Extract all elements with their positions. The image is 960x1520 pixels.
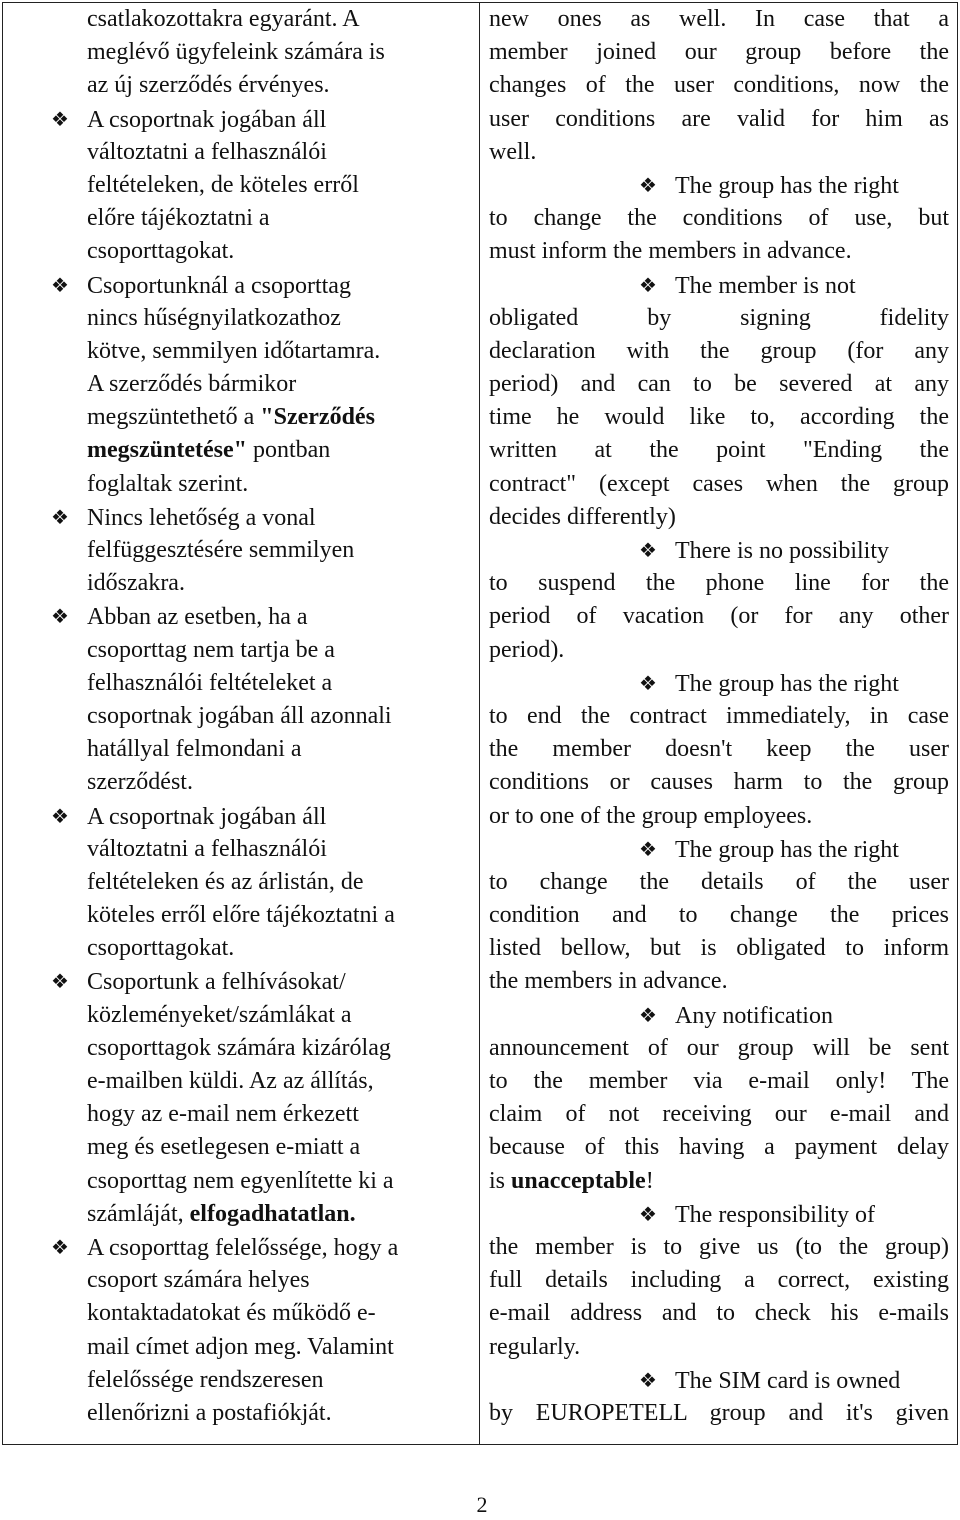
line-text: condition and to change the prices <box>489 902 949 929</box>
line-text: There is no possibility <box>675 538 889 564</box>
line-text: csoporttag nem tartja be a <box>87 636 335 663</box>
text-line <box>3 700 477 733</box>
line-text: The group has the right <box>675 670 899 697</box>
text-line <box>481 667 955 700</box>
line-text: felhasználói feltételeket a <box>87 669 333 696</box>
text-line <box>3 1131 477 1164</box>
text-line <box>481 534 955 567</box>
text-line <box>3 269 477 302</box>
text-line <box>481 269 955 302</box>
bullet-icon: ❖ <box>639 172 657 197</box>
text-line <box>481 600 955 633</box>
text-line <box>3 667 477 700</box>
text-line <box>481 833 955 866</box>
line-text: to end the contract immediately, in case <box>489 702 949 729</box>
text-line <box>481 733 955 766</box>
text-line <box>3 1032 477 1065</box>
text-line <box>3 368 477 401</box>
line-text: kontaktadatokat és működő e- <box>87 1300 376 1327</box>
text-line <box>3 501 477 534</box>
line-text: well. <box>489 138 537 165</box>
text-line <box>481 1397 955 1430</box>
line-text: by EUROPETELL group and it's given <box>489 1399 949 1426</box>
line-text: because of this having a payment delay <box>489 1134 949 1161</box>
bullet-icon: ❖ <box>639 1201 657 1226</box>
text-line <box>481 700 955 733</box>
text-line <box>481 36 955 69</box>
line-text: contract" (except cases when the group <box>489 470 949 497</box>
line-text: new ones as well. In case that a <box>489 6 949 32</box>
bullet-icon: ❖ <box>51 504 69 529</box>
line-text: is <box>489 1167 512 1194</box>
line-text: obligated by signing fidelity <box>489 304 949 331</box>
line-text: to change the details of the user <box>489 868 949 895</box>
page-number: 2 <box>476 1492 488 1517</box>
line-text: claim of not receiving our e-mail and <box>489 1101 949 1128</box>
text-line <box>3 866 477 899</box>
bullet-icon: ❖ <box>51 1234 69 1259</box>
line-text: ! <box>645 1167 654 1194</box>
text-line <box>481 1331 955 1364</box>
text-line <box>3 69 477 102</box>
bold-text: unacceptable <box>511 1167 646 1194</box>
line-text: The group has the right <box>675 172 899 199</box>
two-column-table <box>2 2 958 1445</box>
line-text: the member doesn't keep the user <box>489 736 949 763</box>
line-text: megszüntethető a <box>87 404 261 431</box>
line-text: Abban az esetben, ha a <box>87 604 308 631</box>
text-line <box>3 733 477 766</box>
line-text: A csoportnak jogában áll <box>87 803 327 830</box>
text-line <box>3 3 477 36</box>
line-text: mail címet adjon meg. Valamint <box>87 1333 394 1360</box>
text-line <box>481 1032 955 1065</box>
line-text: to suspend the phone line for the <box>489 570 949 597</box>
line-text: csoporttagokat. <box>87 238 235 265</box>
bullet-icon: ❖ <box>639 272 657 297</box>
line-text: Any notification <box>675 1002 833 1029</box>
bold-text: megszüntetése" <box>87 437 247 464</box>
text-line <box>481 634 955 667</box>
text-line <box>481 567 955 600</box>
text-line <box>481 103 955 136</box>
bullet-icon: ❖ <box>639 1002 657 1027</box>
line-text: meglévő ügyfeleink számára is <box>87 39 385 66</box>
text-line <box>481 302 955 335</box>
line-text: time he would like to, according the <box>489 404 949 431</box>
line-text: The member is not <box>675 272 856 299</box>
text-line <box>3 899 477 932</box>
text-line <box>481 202 955 235</box>
bullet-icon: ❖ <box>51 604 69 629</box>
line-text: Csoportunk a felhívásokat/ <box>87 969 346 996</box>
line-text: period) and can to be severed at any <box>489 371 949 398</box>
line-text: user conditions are valid for him as <box>489 105 949 132</box>
bullet-icon: ❖ <box>639 1367 657 1392</box>
line-text: regularly. <box>489 1333 581 1360</box>
text-line <box>3 1297 477 1330</box>
text-line <box>481 169 955 202</box>
text-line <box>481 1065 955 1098</box>
text-line <box>3 1264 477 1297</box>
text-line <box>481 401 955 434</box>
line-text: or to one of the group employees. <box>489 802 813 829</box>
line-text: to change the conditions of use, but <box>489 205 949 232</box>
english-column <box>481 3 955 1430</box>
text-line <box>481 335 955 368</box>
line-text: nincs hűségnyilatkozathoz <box>87 304 341 331</box>
text-line <box>3 800 477 833</box>
text-line <box>3 335 477 368</box>
text-line <box>481 899 955 932</box>
line-text: az új szerződés érvényes. <box>87 72 330 99</box>
text-line <box>481 1231 955 1264</box>
text-line <box>481 468 955 501</box>
text-line <box>3 235 477 268</box>
hungarian-column <box>3 3 477 1430</box>
line-text: csoporttagok számára kizárólag <box>87 1034 391 1061</box>
line-text: csoport számára helyes <box>87 1267 310 1294</box>
text-line <box>3 202 477 235</box>
line-text: The group has the right <box>675 836 899 863</box>
line-text: változtatni a felhasználói <box>87 138 327 165</box>
bold-text: "Szerződés <box>260 404 375 431</box>
text-line <box>481 999 955 1032</box>
line-text: csatlakozottakra egyaránt. A <box>87 6 360 32</box>
line-text: köteles erről előre tájékoztatni a <box>87 902 395 929</box>
text-line <box>3 1198 477 1231</box>
line-text: period of vacation (or for any other <box>489 603 949 630</box>
text-line <box>3 932 477 965</box>
line-text: kötve, semmilyen időtartamra. <box>87 337 381 364</box>
line-text: számláját, <box>87 1200 190 1227</box>
text-line <box>3 434 477 467</box>
text-line <box>3 833 477 866</box>
bullet-icon: ❖ <box>51 106 69 131</box>
text-line <box>3 1331 477 1364</box>
text-line <box>3 999 477 1032</box>
text-line <box>481 501 955 534</box>
line-text: listed bellow, but is obligated to inform <box>489 935 949 962</box>
line-text: conditions or causes harm to the group <box>489 769 949 796</box>
line-text: időszakra. <box>87 570 185 597</box>
line-text: full details including a correct, existing <box>489 1267 949 1294</box>
text-line <box>481 434 955 467</box>
line-text: A szerződés bármikor <box>87 371 297 398</box>
text-line <box>481 1264 955 1297</box>
text-line <box>3 1065 477 1098</box>
text-line <box>481 866 955 899</box>
line-text: announcement of our group will be sent <box>489 1034 949 1061</box>
line-text: hatállyal felmondani a <box>87 736 302 763</box>
text-line <box>481 368 955 401</box>
text-line <box>481 766 955 799</box>
line-text: e-mail address and to check his e-mails <box>489 1300 949 1327</box>
text-line <box>3 302 477 335</box>
text-line <box>481 800 955 833</box>
line-text: A csoporttag felelőssége, hogy a <box>87 1234 399 1261</box>
text-line <box>3 1098 477 1131</box>
line-text: foglaltak szerint. <box>87 470 249 497</box>
text-line <box>481 136 955 169</box>
text-line <box>481 3 955 36</box>
bullet-icon: ❖ <box>51 272 69 297</box>
line-text: must inform the members in advance. <box>489 238 852 265</box>
line-text: felelőssége rendszeresen <box>87 1366 324 1393</box>
text-line <box>481 1098 955 1131</box>
line-text: csoportnak jogában áll azonnali <box>87 702 392 729</box>
text-line <box>481 932 955 965</box>
text-line <box>481 1131 955 1164</box>
text-line <box>3 766 477 799</box>
bullet-icon: ❖ <box>639 670 657 695</box>
bullet-icon: ❖ <box>51 969 69 994</box>
line-text: változtatni a felhasználói <box>87 835 327 862</box>
line-text: feltételeken és az árlistán, de <box>87 868 364 895</box>
text-line <box>3 136 477 169</box>
text-line <box>481 1297 955 1330</box>
line-text: csoporttag nem egyenlítette ki a <box>87 1167 394 1194</box>
line-text: felfüggesztésére semmilyen <box>87 537 355 563</box>
line-text: A csoportnak jogában áll <box>87 106 327 133</box>
line-text: pontban <box>246 437 331 464</box>
line-text: the member is to give us (to the group) <box>489 1233 949 1260</box>
text-line <box>3 634 477 667</box>
line-text: the members in advance. <box>489 968 728 995</box>
text-line <box>3 1397 477 1430</box>
line-text: meg és esetlegesen e-miatt a <box>87 1134 361 1161</box>
bullet-icon: ❖ <box>639 538 657 562</box>
line-text: declaration with the group (for any <box>489 337 949 364</box>
line-text: Csoportunknál a csoporttag <box>87 272 351 299</box>
text-line <box>3 600 477 633</box>
line-text: The responsibility of <box>675 1201 875 1228</box>
text-line <box>481 1198 955 1231</box>
text-line <box>3 965 477 998</box>
line-text: The SIM card is owned <box>675 1367 901 1394</box>
text-line <box>481 69 955 102</box>
text-line <box>3 1165 477 1198</box>
line-text: közleményeket/számlákat a <box>87 1001 352 1028</box>
text-line <box>3 36 477 69</box>
column-divider <box>479 3 480 1444</box>
line-text: period). <box>489 636 565 663</box>
text-line <box>3 103 477 136</box>
line-text: decides differently) <box>489 503 676 530</box>
text-line <box>3 534 477 567</box>
text-line <box>481 235 955 268</box>
line-text: csoporttagokat. <box>87 935 235 962</box>
line-text: written at the point "Ending the <box>489 437 949 464</box>
text-line <box>3 468 477 501</box>
bullet-icon: ❖ <box>51 803 69 828</box>
line-text: szerződést. <box>87 769 193 796</box>
bold-text: elfogadhatatlan. <box>189 1200 356 1227</box>
text-line <box>3 567 477 600</box>
text-line <box>481 1165 955 1198</box>
line-text: Nincs lehetőség a vonal <box>87 504 316 531</box>
line-text: to the member via e-mail only! The <box>489 1068 949 1094</box>
text-line <box>481 1364 955 1397</box>
line-text: changes of the user conditions, now the <box>489 72 949 99</box>
text-line <box>3 1364 477 1397</box>
text-line <box>481 965 955 998</box>
text-line <box>3 1231 477 1264</box>
text-line <box>3 169 477 202</box>
line-text: előre tájékoztatni a <box>87 205 270 232</box>
line-text: feltételeken, de köteles erről <box>87 171 359 198</box>
bullet-icon: ❖ <box>639 836 657 861</box>
line-text: e-mailben küldi. Az az állítás, <box>87 1068 374 1094</box>
line-text: ellenőrizni a postafiókját. <box>87 1399 332 1426</box>
line-text: hogy az e-mail nem érkezett <box>87 1101 359 1128</box>
line-text: member joined our group before the <box>489 39 949 66</box>
text-line <box>3 401 477 434</box>
